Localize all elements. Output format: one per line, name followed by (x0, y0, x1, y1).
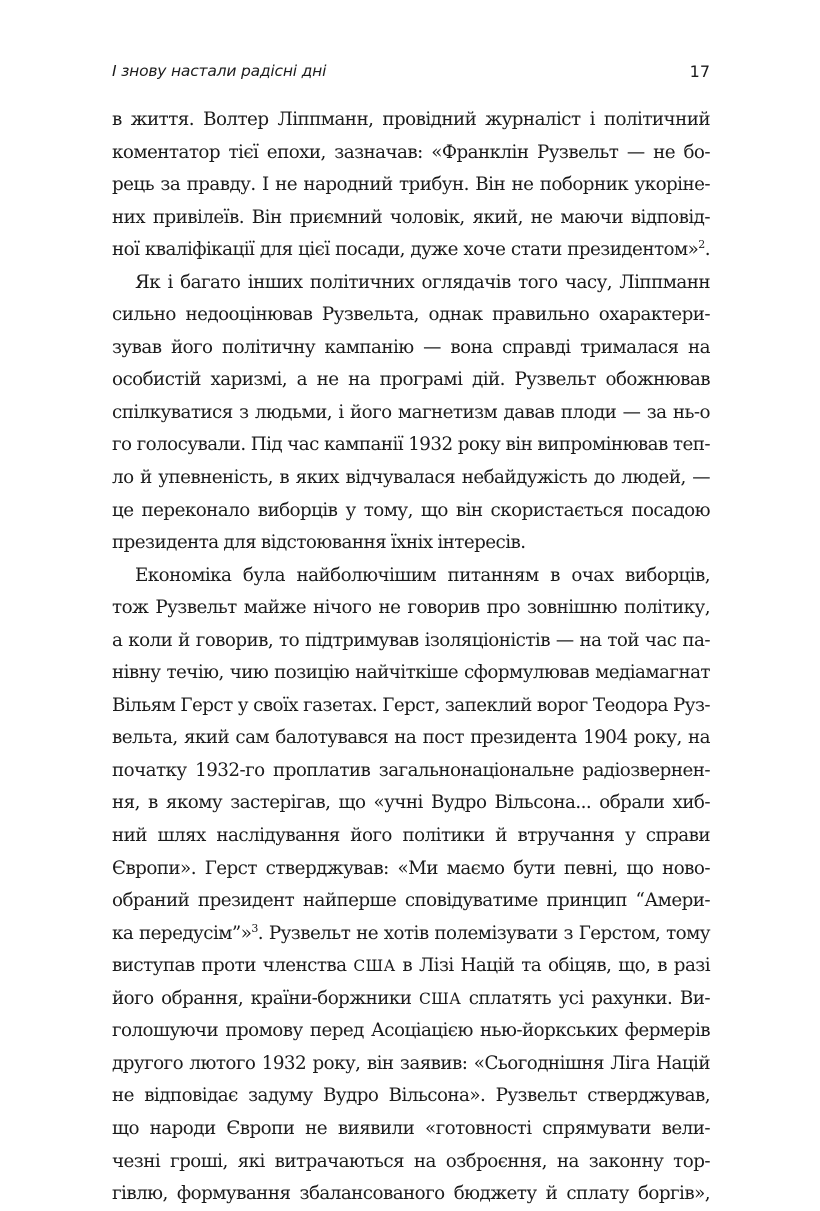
text-line: в життя. Волтер Ліппманн, провідний журналіст і політичний (112, 109, 710, 130)
text-line: рець за правду. І не народний трибун. Він не поборник укорінe- (112, 174, 710, 196)
text-line: а коли й говорив, то підтримував ізоляціоністів — на той час па- (112, 629, 710, 651)
text-line (112, 983, 710, 1016)
text-line: го голосували. Під час кампанії 1932 року він випромінював теп- (112, 434, 710, 456)
text-line: що народи Європи не виявили «готовності спрямувати вели- (112, 1117, 710, 1139)
text-line: нівну течію, чию позицію найчіткіше сформулював медіамагнат (112, 662, 710, 684)
text-line: початку 1932-го проплатив загальнонаціональне радіозвернен- (112, 759, 710, 781)
line-text: його обрання, країни-боржники (112, 987, 412, 1009)
running-title: І знову настали радісні дні (112, 62, 327, 80)
line-text: сплатять усі рахунки. Ви- (461, 987, 710, 1009)
text-line: Європи». Герст стверджував: «Ми маємо бути певні, що ново- (112, 857, 710, 879)
text-line: обраний президент найперше сповідуватиме принцип “Амери- (112, 890, 710, 912)
text-line: спілкуватися з людьми, і його магнетизм давав плоди — за нь-о (112, 401, 710, 423)
text-line: ної кваліфікації для цієї посади, дуже хоче стати президентом»$^2$. (112, 238, 710, 261)
text-line: ний шлях наслідування його політики й втручання у справи (112, 825, 710, 847)
line-text: ка передусім”» (112, 922, 252, 944)
footnote-ref: 2 (698, 238, 705, 252)
line-text: . Рузвельт не хотів полемізувати з Герстом, тому (257, 922, 710, 944)
text-line: другого лютого 1932 року, він заявив: «Сьогоднішня Ліга Націй (112, 1052, 710, 1074)
body-text (112, 104, 710, 1211)
footnote-ref: 3 (251, 921, 258, 935)
text-line: зував його політичну кампанію — вона справді трималася на (112, 336, 710, 358)
text-line: це переконало виборців у тому, що він скористається посадою (112, 499, 710, 521)
text-line: гівлю, формування збалансованого бюджету й сплату боргів», (112, 1183, 710, 1205)
text-line: чезні гроші, які витрачаються на озброєння, на законну тор- (112, 1150, 710, 1172)
text-line: сильно недооцінював Рузвельта, однак правильно охарактери- (112, 304, 710, 326)
page-number: 17 (689, 62, 710, 81)
text-line: голошуючи промову перед Асоціацією нью-йоркських фермерів (112, 1020, 710, 1042)
line-text: виступав проти членства (112, 955, 347, 977)
text-line: Як і багато інших політичних оглядачів того часу, Ліппманн (135, 271, 710, 293)
text-line: Економіка була найболючішим питанням в очах виборців, (135, 564, 710, 586)
text-line: не відповідає задуму Вудро Вільсона». Рузвельт стверджував, (112, 1085, 710, 1107)
text-line (112, 918, 710, 951)
line-text: в Лізі Націй та обіцяв, що, в разі (395, 955, 711, 977)
text-line: особистій харизмі, а не на програмі дій. Рузвельт обожнював (112, 369, 710, 391)
text-line: коментатор тієї епохи, зазначав: «Франклін Рузвельт — не бо- (112, 141, 710, 163)
paragraph-2 (112, 267, 710, 560)
text-line: них привілеїв. Він приємний чоловік, який, не маючи відповід- (112, 206, 710, 228)
paragraph-1 (112, 104, 710, 267)
text-line: ня, в якому застерігав, що «учні Вудро Вільсона... обрали хиб- (112, 792, 710, 814)
text-line (112, 950, 710, 983)
running-head (112, 62, 710, 86)
text-line: тож Рузвельт майже нічого не говорив про зовнішню політику, (112, 597, 710, 619)
paragraph-3 (112, 560, 710, 1211)
text-line: ло й упевненість, в яких відчувалася небайдужість до людей, — (112, 467, 710, 489)
text-line: Вільям Герст у своїх газетах. Герст, запеклий ворог Теодора Руз- (112, 694, 710, 716)
text-line: вельта, який сам балотувався на пост президента 1904 року, на (112, 727, 710, 749)
abbreviation: США (418, 989, 462, 1008)
line-text: ної кваліфікації для цієї посади, дуже хоче стати президентом» (112, 239, 699, 261)
abbreviation: США (353, 957, 396, 976)
text-line: президента для відстоювання їхніх інтересів. (112, 532, 526, 554)
